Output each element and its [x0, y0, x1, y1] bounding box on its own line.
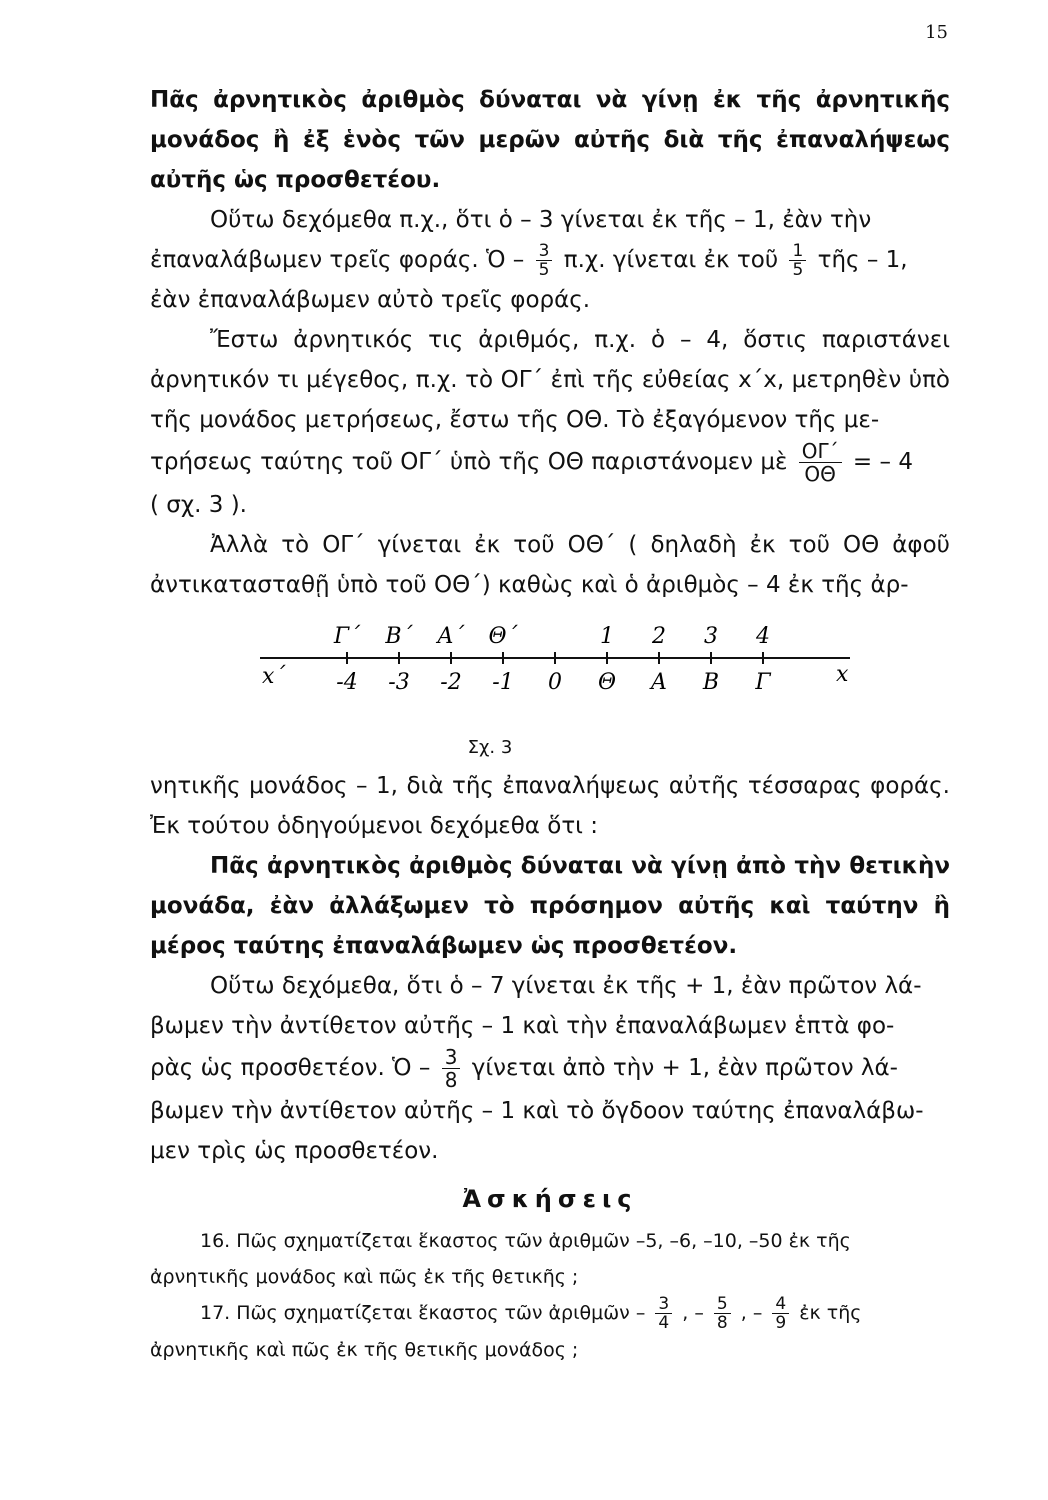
example-paragraph-1 [150, 200, 950, 320]
fraction-denominator: 5 [792, 260, 804, 280]
example-paragraph-3-cont: νητικῆς μονάδος – 1, διὰ τῆς ἐπαναλήψεως αὐτῆς τέσσαρας φοράς. Ἐκ τούτου ὁδηγούμενοι δεχόμεθα ὅτι : [150, 773, 950, 839]
exercise-16-text: Πῶς σχηματίζεται ἕκαστος τῶν ἀριθμῶν –5, –6, –10, –50 ἐκ τῆς ἀρνητικῆς μονάδος καὶ πῶς ἐκ τῆς θετικῆς ; [150, 1230, 851, 1288]
exercise-16 [150, 1223, 950, 1295]
number-line-lower-label: Β [702, 670, 720, 695]
fraction-numerator: 1 [789, 242, 806, 261]
figure-reference: ( σχ. 3 ). [150, 492, 247, 518]
number-line-lower-label: 0 [548, 670, 562, 695]
fraction-numerator: 3 [536, 242, 553, 261]
figure-caption: Σχ. 3 [467, 737, 513, 758]
number-line-upper-label: Γ΄ [333, 624, 361, 649]
number-line-lower-label: -1 [492, 670, 514, 695]
equation-text-b: = – 4 [852, 449, 913, 475]
example-1-line-3: ἐὰν ἐπαναλάβωμεν αὐτὸ τρεῖς φοράς. [150, 287, 591, 313]
fraction-3-4 [655, 1295, 672, 1332]
exercise-17-separator-1: , – [682, 1302, 704, 1324]
exercise-17 [150, 1295, 950, 1368]
example-paragraph-3: Ἀλλὰ τὸ ΟΓ΄ γίνεται ἐκ τοῦ ΟΘ΄ ( δηλαδὴ ἐκ τοῦ ΟΘ ἀφοῦ ἀντικατασταθῇ ὑπὸ τοῦ ΟΘ΄) καθὼς καὶ ὁ ἀριθμὸς – 4 ἐκ τῆς ἀρ- [150, 532, 950, 598]
example-1-line-2 [150, 240, 950, 280]
fraction-denominator: 9 [775, 1313, 787, 1333]
fraction-og-otheta [799, 440, 842, 485]
equation-text-a: τρήσεως ταύτης τοῦ ΟΓ΄ ὑπὸ τῆς ΟΘ παριστάνομεν μὲ [150, 449, 788, 475]
fraction-denominator: 4 [658, 1313, 670, 1333]
fraction-3-8 [442, 1046, 461, 1091]
example-4-line-1: Οὕτω δεχόμεθα, ὅτι ὁ – 7 γίνεται ἐκ τῆς + 1, ἐὰν πρῶτον λά- [210, 973, 922, 999]
number-line-figure [150, 605, 950, 735]
fraction-denominator: 8 [444, 1068, 458, 1092]
example-4-line-5: μεν τρὶς ὡς προσθετέον. [150, 1138, 439, 1164]
example-paragraph-2: Ἔστω ἀρνητικός τις ἀριθμός, π.χ. ὁ – 4, ὅστις παριστάνει ἀρνητικόν τι μέγεθος, π.χ. τὸ ΟΓ΄ ἐπὶ τῆς εὐθείας x΄x, μετρηθὲν ὑπὸ τῆς μονάδος μετρήσεως, ἔστω τῆς ΟΘ. Τὸ ἐξαγόμενον τῆς με- [150, 327, 950, 433]
number-line-upper-label: 1 [600, 624, 614, 649]
fraction-numerator: 4 [772, 1295, 789, 1314]
fraction-numerator: 3 [442, 1046, 461, 1069]
number-line-upper-label: 4 [756, 624, 770, 649]
example-4-text-b: γίνεται ἀπὸ τὴν + 1, ἐὰν πρῶτον λά- [471, 1055, 898, 1081]
fraction-numerator: 3 [655, 1295, 672, 1314]
number-line-lower-label: Α [651, 670, 667, 695]
fraction-numerator: ΟΓ΄ [799, 440, 842, 463]
exercise-16-number: 16. [200, 1230, 231, 1252]
exercise-17-number: 17. [200, 1302, 231, 1324]
axis-left-end-label: x΄ [262, 664, 286, 689]
number-line-lower-label: -4 [336, 670, 358, 695]
fraction-4-9 [772, 1295, 789, 1332]
example-1-text-c: τῆς – 1, [817, 247, 908, 273]
fraction-1-5 [789, 242, 806, 279]
number-line-svg [150, 605, 950, 715]
example-1-line-1: Οὕτω δεχόμεθα π.χ., ὅτι ὁ – 3 γίνεται ἐκ τῆς – 1, ἐὰν τὴν [210, 207, 872, 233]
exercise-17-text-c: ἀρνητικῆς καὶ πῶς ἐκ τῆς θετικῆς μονάδος ; [150, 1339, 579, 1361]
page-content [150, 80, 950, 1368]
exercise-17-separator-2: , – [740, 1302, 763, 1324]
example-1-text-a: ἐπαναλάβωμεν τρεῖς φοράς. Ὁ – [150, 247, 525, 273]
fraction-denominator: 5 [538, 260, 550, 280]
number-line-lower-label: -2 [440, 670, 462, 695]
number-line-upper-label: Α΄ [437, 624, 465, 649]
rule-paragraph-2: Πᾶς ἀρνητικὸς ἀριθμὸς δύναται νὰ γίνῃ ἀπὸ τὴν θετικὴν μονάδα, ἐὰν ἀλλάξωμεν τὸ πρόσημον αὐτῆς καὶ ταύτην ἢ μέρος ταύτης ἐπαναλάβωμεν ὡς προσθετέον. [150, 853, 950, 959]
example-4-text-a: ρὰς ὡς προσθετέον. Ὁ – [150, 1055, 431, 1081]
example-4-line-3 [150, 1046, 950, 1091]
example-4-line-2: βωμεν τὴν ἀντίθετον αὐτῆς – 1 καὶ τὴν ἐπαναλάβωμεν ἑπτὰ φο- [150, 1013, 895, 1039]
exercises-heading: Ἀσκήσεις [462, 1185, 638, 1213]
exercise-17-text-a: Πῶς σχηματίζεται ἕκαστος τῶν ἀριθμῶν – [236, 1302, 646, 1324]
number-line-lower-label: -3 [388, 670, 410, 695]
number-line-lower-label: Γ [755, 670, 771, 695]
fraction-numerator: 5 [714, 1295, 731, 1314]
equation-line [150, 440, 950, 485]
example-4-line-4: βωμεν τὴν ἀντίθετον αὐτῆς – 1 καὶ τὸ ὄγδοον ταύτης ἐπαναλάβω- [150, 1098, 924, 1124]
number-line-upper-labels [333, 624, 770, 649]
fraction-5-8 [714, 1295, 731, 1332]
example-paragraph-4 [150, 966, 950, 1171]
fraction-denominator: ΟΘ [804, 462, 836, 486]
exercise-17-text-b: ἐκ τῆς [799, 1302, 862, 1324]
number-line-upper-label: Β΄ [385, 624, 413, 649]
fraction-denominator: 8 [716, 1313, 728, 1333]
number-line-lower-label: Θ [597, 670, 617, 695]
axis-right-end-label: x [836, 662, 849, 687]
example-1-text-b: π.χ. γίνεται ἐκ τοῦ [563, 247, 779, 273]
number-line-lower-labels [336, 670, 771, 695]
number-line-upper-label: 3 [704, 624, 718, 649]
fraction-3-5 [536, 242, 553, 279]
page-number: 15 [925, 22, 948, 43]
rule-paragraph-1: Πᾶς ἀρνητικὸς ἀριθμὸς δύναται νὰ γίνῃ ἐκ τῆς ἀρνητικῆς μονάδος ἢ ἐξ ἑνὸς τῶν μερῶν αὐτῆς διὰ τῆς ἐπαναλήψεως αὐτῆς ὡς προσθετέου. [150, 87, 950, 193]
number-line-upper-label: Θ΄ [488, 624, 518, 649]
number-line-upper-label: 2 [652, 624, 666, 649]
